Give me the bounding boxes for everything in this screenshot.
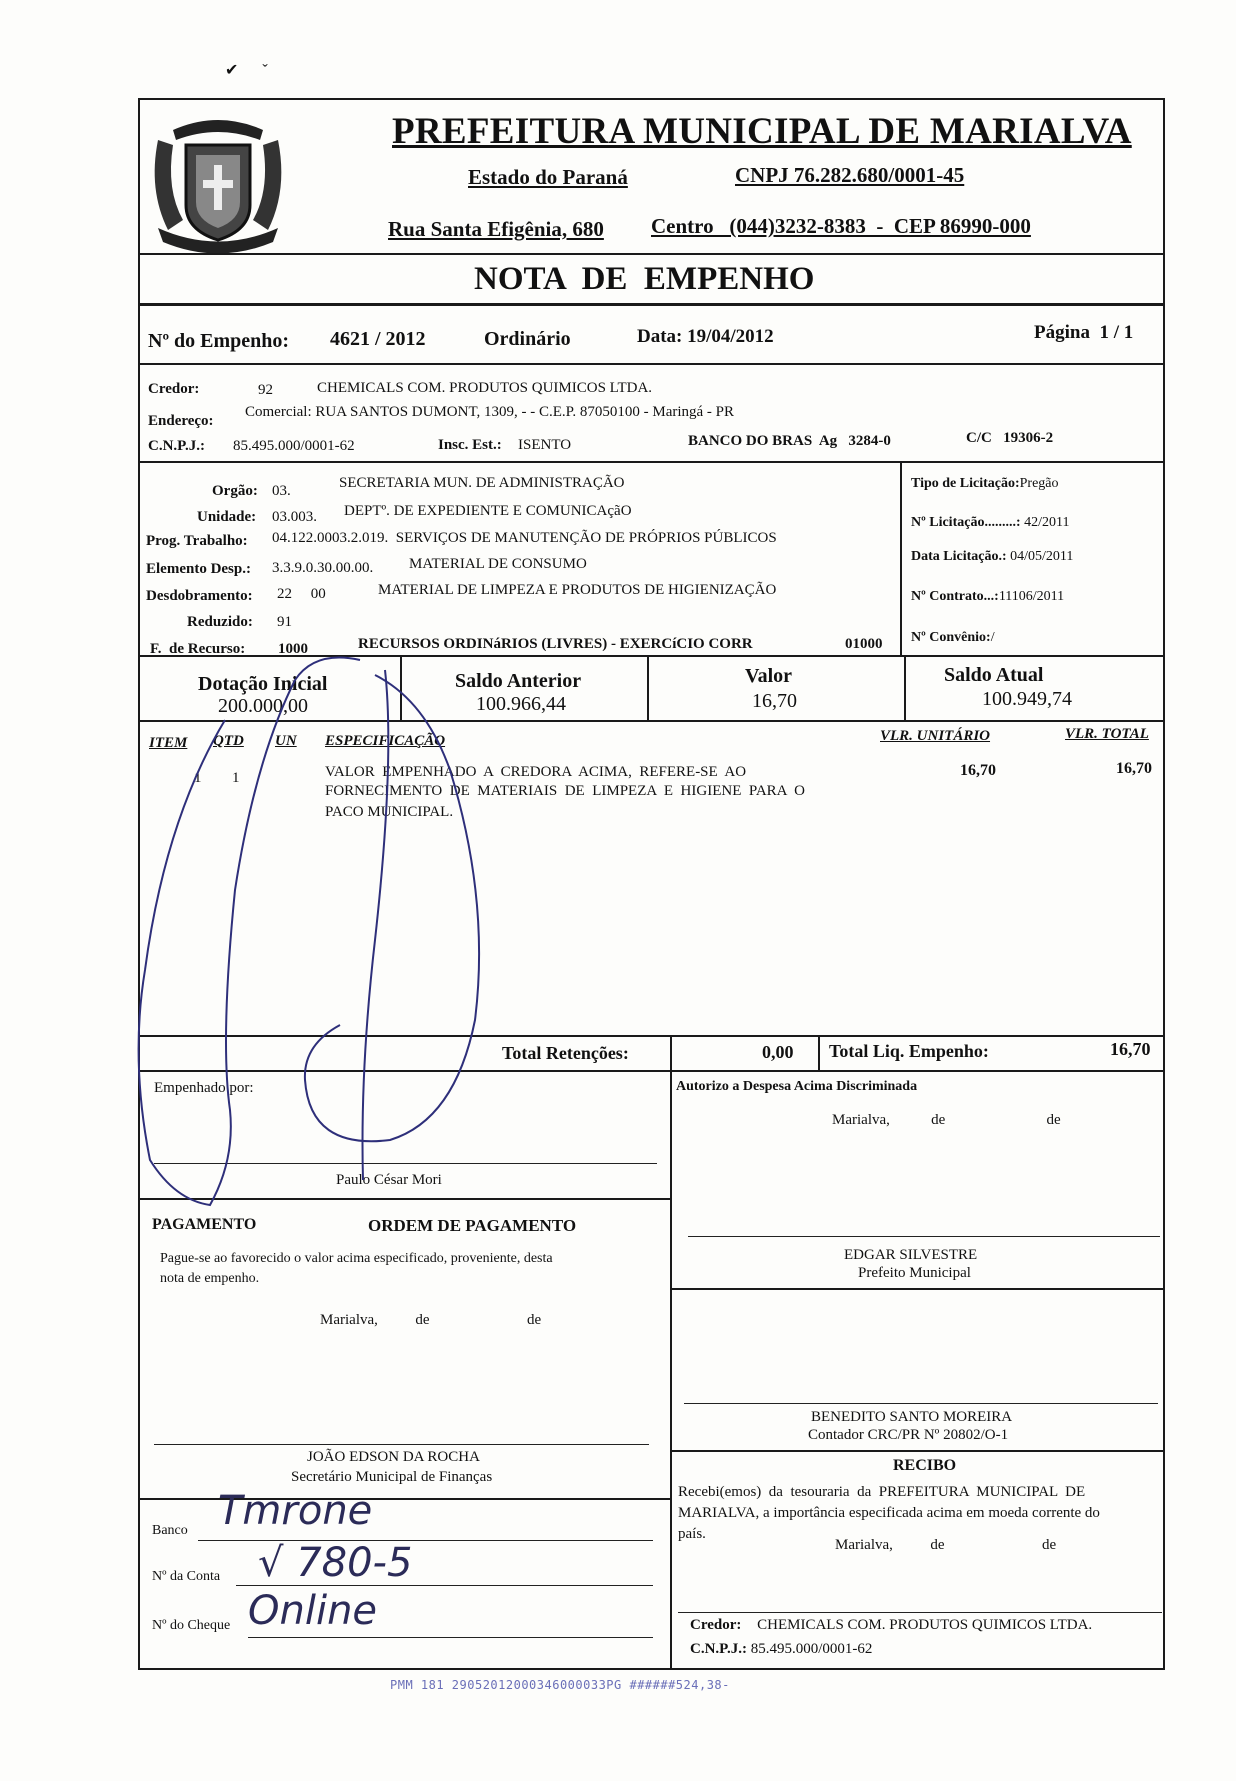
contrato (911, 589, 1064, 605)
recibo-cnpj-value: 85.495.000/0001-62 (750, 1641, 873, 1657)
conta-label: Nº da Conta (152, 1569, 221, 1584)
data-lic-label: Data Licitação.: (911, 549, 1007, 564)
reduzido-value: 91 (277, 614, 292, 630)
dotacao-value: 200.000,00 (218, 695, 308, 717)
secretario-role: Secretário Municipal de Finanças (291, 1469, 493, 1485)
bank-stamp: PMM 181 29052012000346000033PG ######524,38- (390, 1678, 730, 1692)
credor-bank: BANCO DO BRAS Ag 3284-0 (688, 433, 891, 449)
contador-name: BENEDITO SANTO MOREIRA (811, 1409, 1013, 1425)
pagamento-text-2: nota de empenho. (160, 1271, 260, 1286)
elem-label: Elemento Desp.: (146, 561, 251, 577)
row-unit: 16,70 (960, 762, 996, 779)
autorizo-place-date: Marialva, de de (832, 1112, 1061, 1128)
orgao-desc: SECRETARIA MUN. DE ADMINISTRAÇÃO (339, 475, 625, 491)
empenho-number-label: Nº do Empenho: (148, 330, 290, 352)
prefeito-name: EDGAR SILVESTRE (844, 1247, 978, 1263)
credor-cnpj-label: C.N.P.J.: (148, 438, 205, 454)
col-total: VLR. TOTAL (1065, 726, 1149, 742)
credor-name: CHEMICALS COM. PRODUTOS QUIMICOS LTDA. (317, 380, 653, 396)
scan-marks: ✔ ˇ (225, 62, 268, 79)
empenhado-label: Empenhado por: (154, 1080, 254, 1096)
valor-value: 16,70 (752, 690, 797, 712)
elem-value: 3.3.9.0.30.00.00. (272, 560, 374, 576)
valor-label: Valor (745, 665, 793, 687)
saldo-anterior-value: 100.966,44 (476, 693, 566, 715)
dotacao-label: Dotação Inicial (198, 673, 328, 695)
recibo-credor (690, 1617, 1092, 1634)
recibo-text-1: Recebi(emos) da tesouraria da PREFEITURA MUNICIPAL DE (678, 1484, 1086, 1500)
fonte-label: F. de Recurso: (150, 641, 246, 657)
prog-label: Prog. Trabalho: (146, 533, 248, 549)
col-espec: ESPECIFICAÇÃO (325, 733, 446, 749)
fonte-desc: RECURSOS ORDINáRIOS (LIVRES) - EXERCíCIO CORR (358, 636, 753, 652)
total-liq-label: Total Liq. Empenho: (829, 1041, 989, 1061)
recibo-title: RECIBO (893, 1457, 957, 1474)
recibo-cnpj (690, 1641, 872, 1658)
header-address: Rua Santa Efigênia, 680 (388, 217, 604, 241)
pagamento-text-1: Pague-se ao favorecido o valor acima especificado, proveniente, desta (160, 1251, 553, 1266)
fonte-code: 01000 (845, 636, 883, 652)
empenho-type: Ordinário (484, 328, 571, 350)
header-cnpj: CNPJ 76.282.680/0001-45 (735, 163, 965, 187)
col-qtd: QTD (213, 733, 244, 749)
cheque-label: Nº do Cheque (152, 1618, 231, 1633)
recibo-text-3: país. (678, 1526, 706, 1542)
orgao-value: 03. (272, 483, 291, 499)
fonte-value: 1000 (278, 641, 308, 657)
prog-value: 04.122.0003.2.019. SERVIÇOS DE MANUTENÇÃO DE PRÓPRIOS PÚBLICOS (272, 530, 777, 546)
banco-label: Banco (152, 1523, 188, 1538)
empenho-number: 4621 / 2012 (330, 328, 426, 350)
total-retencoes-value: 0,00 (762, 1042, 794, 1062)
tipo-value: Pregão (1019, 476, 1059, 491)
unidade-value: 03.003. (272, 509, 317, 525)
unidade-desc: DEPTº. DE EXPEDIENTE E COMUNICAçãO (344, 503, 632, 519)
banco-handwriting: Tmrone (218, 1488, 373, 1534)
credor-label: Credor: (148, 381, 200, 397)
row-qtd: 1 (232, 770, 240, 786)
row-desc-2: FORNECIMENTO DE MATERIAIS DE LIMPEZA E HIGIENE PARA O (325, 783, 806, 799)
col-un: UN (275, 733, 297, 749)
row-item: 1 (194, 770, 202, 786)
tipo-label: Tipo de Licitação: (911, 476, 1020, 491)
cheque-handwriting: Online (248, 1588, 378, 1634)
recibo-credor-label: Credor: (690, 1617, 742, 1633)
pagamento-label: PAGAMENTO (152, 1216, 257, 1233)
recibo-cnpj-label: C.N.P.J.: (690, 1641, 747, 1657)
desd-value: 22 00 (277, 586, 326, 602)
recibo-place-date: Marialva, de de (835, 1537, 1057, 1553)
row-total: 16,70 (1116, 760, 1152, 777)
convenio-label: Nº Convênio: (911, 630, 991, 645)
unidade-label: Unidade: (197, 509, 257, 525)
credor-cnpj: 85.495.000/0001-62 (233, 438, 355, 454)
contador-role: Contador CRC/PR Nº 20802/O-1 (808, 1427, 1009, 1443)
num-licitacao (911, 515, 1069, 531)
col-item: ITEM (149, 735, 188, 751)
endereco-label: Endereço: (148, 413, 214, 429)
coat-of-arms-logo (148, 110, 288, 260)
desd-desc: MATERIAL DE LIMPEZA E PRODUTOS DE HIGIENIZAÇÃO (378, 582, 777, 598)
convenio (911, 630, 995, 646)
secretario-name: JOÃO EDSON DA ROCHA (307, 1449, 480, 1465)
credor-cc: C/C 19306-2 (966, 430, 1054, 446)
empenho-date: Data: 19/04/2012 (637, 326, 774, 347)
reduzido-label: Reduzido: (187, 614, 253, 630)
contrato-label: Nº Contrato...: (911, 589, 999, 604)
elem-desc: MATERIAL DE CONSUMO (409, 556, 587, 572)
saldo-anterior-label: Saldo Anterior (455, 670, 582, 692)
prefeito-role: Prefeito Municipal (858, 1265, 971, 1281)
ink-signature (135, 640, 515, 1215)
num-lic-value: 42/2011 (1024, 515, 1070, 530)
doc-title: NOTA DE EMPENHO (474, 261, 815, 297)
tipo-licitacao (911, 476, 1059, 492)
autorizo-label: Autorizo a Despesa Acima Discriminada (676, 1079, 918, 1094)
saldo-atual-value: 100.949,74 (982, 688, 1072, 710)
total-retencoes-label: Total Retenções: (502, 1043, 629, 1063)
insc-value: ISENTO (518, 437, 572, 453)
pagamento-place-date: Marialva, de de (320, 1312, 542, 1328)
orgao-label: Orgão: (212, 483, 258, 499)
insc-label: Insc. Est.: (438, 437, 502, 453)
credor-code: 92 (258, 382, 273, 398)
convenio-value: / (990, 630, 995, 645)
desd-label: Desdobramento: (146, 588, 253, 604)
header-title: PREFEITURA MUNICIPAL DE MARIALVA (392, 111, 1132, 152)
credor-address: Comercial: RUA SANTOS DUMONT, 1309, - - C.E.P. 87050100 - Maringá - PR (245, 404, 735, 420)
col-unit: VLR. UNITÁRIO (880, 728, 991, 744)
header-contact: Centro (044)3232-8383 - CEP 86990-000 (651, 214, 1031, 238)
row-desc-1: VALOR EMPENHADO A CREDORA ACIMA, REFERE-SE AO (325, 764, 747, 780)
empenho-page: Página 1 / 1 (1034, 322, 1134, 343)
ordem-pagamento-label: ORDEM DE PAGAMENTO (368, 1216, 577, 1235)
recibo-credor-name: CHEMICALS COM. PRODUTOS QUIMICOS LTDA. (757, 1617, 1093, 1633)
total-liq-value: 16,70 (1110, 1039, 1151, 1059)
header-state: Estado do Paraná (468, 165, 628, 189)
empenhado-name: Paulo César Mori (336, 1172, 442, 1188)
row-desc-3: PACO MUNICIPAL. (325, 804, 454, 820)
recibo-text-2: MARIALVA, a importância especificada acima em moeda corrente do (678, 1505, 1100, 1521)
saldo-atual-label: Saldo Atual (944, 664, 1044, 686)
data-lic-value: 04/05/2011 (1010, 549, 1074, 564)
contrato-value: 11106/2011 (998, 589, 1065, 604)
data-licitacao (911, 549, 1073, 565)
conta-handwriting: √ 780-5 (258, 1540, 413, 1586)
num-lic-label: Nº Licitação.........: (911, 515, 1021, 530)
